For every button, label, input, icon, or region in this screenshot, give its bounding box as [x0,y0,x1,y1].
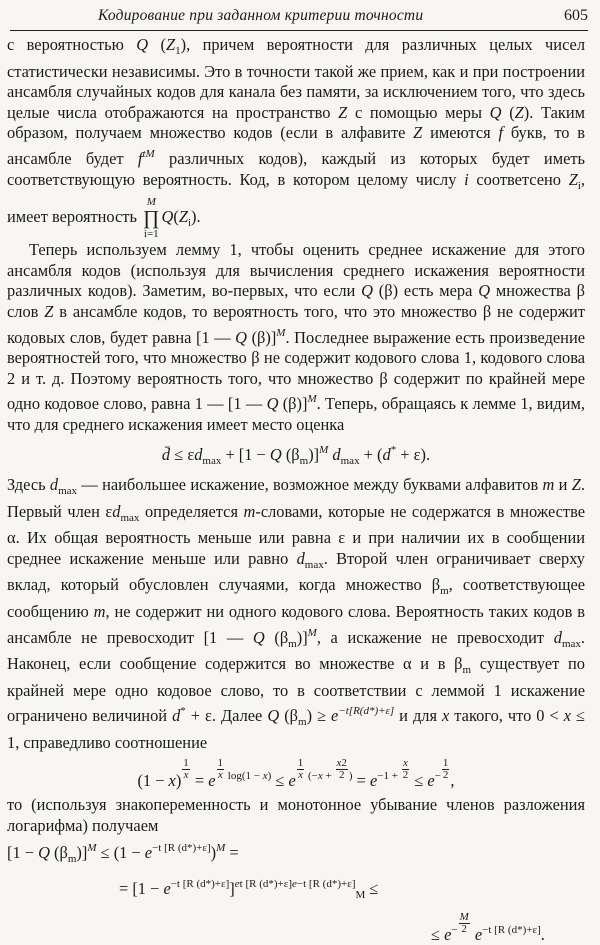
page-body [7,35,585,945]
formula-log-inequality: (1 − x) $\frac{1}{x}$ = e $\frac{1}{x}$ $^{log(1 -}$ $^{x)}$ ≤ e $\frac{1}{x}$ $^{(-x}$ + $\frac{x2}{2}$ $^) = e^{-1 +}$ $\frac{x}{2}$ ≤ e− $\frac{1}{2}$ , [137,756,455,790]
product-operator: M ∏ i=1 [143,196,160,241]
paragraph-2: Теперь используем лемму 1, чтобы оценить среднее искажение для этого ансамбля кодов (используя для вычисления среднего искажения вероятности различных кодов). Заметим, во-первых, что если Q (β) есть мера Q множества β слов Z в ансамбле кодов, то вероятность того, что это множество β не содержит кодовых слов, будет равна [1 — Q (β)]$^M$. Последнее выражение есть произведение вероятностей того, что множество β не содержит кодового слова 1, кодового слова 2 и т. д. Поэтому вероятность того, что множество β содержит по крайней мере одно кодовое слово, равна 1 — [1 — Q (β)]$^M$. Теперь, обращаясь к лемме 1, видим, что для среднего искажения имеет место оценка [7,240,585,434]
running-head: Кодирование при заданном критерии точности [98,7,424,24]
formula-bound-line-1: [1 − Q $(\beta_m)]^M \le (1 - e^{-t [R (d*)+\varepsilon]})^M$ = [7,842,239,866]
formula-bound-line-3: ≤ e− $\frac{M}{2}$ $e^{-t [R (d*)+\varepsilon]}$. [431,910,545,944]
formula-bound-line-2: = $[1 - e^{-t [R (d*)+\varepsilon]}]^{et [R (d*)+\varepsilon]e-t [R (d*)+\varepsilon]}_M$ ≤ [119,878,379,901]
paragraph-4: то (используя знакопеременность и монотонное убывание членов разложения логарифма) получаем [7,795,585,835]
paragraph-3: Здесь $d_{max}$ — наибольшее искажение, возможное между буквами алфавитов m и Z. Первый член $\varepsilon d_{max}$ определяется m-словами, которые не содержатся в множестве α. Их общая вероятность меньше или равна ε и при наличии их в сообщении среднее искажение меньше или равно $d_{max}$. Второй член ограничивает сверху вклад, который обусловлен случаями, когда множество $\beta_m$, соответствующее сообщению m, не содержит ни одного кодового слова. Вероятность таких кодов в ансамбле не превосходит [1 — Q $(\beta_m)]^M$, а искажение не превосходит $d_{max}$. Наконец, если сообщение содержится во множестве α и в $\beta_m$ существует по крайней мере одно кодовое слово, то в соответствии с леммой 1 искажение ограничено величиной d* + ε. Далее Q $(\beta_m) \ge e^{-t[R(d*)+\varepsilon]}$ и для x такого, что 0 < x ≤ 1, справедливо соотношение [7,475,586,753]
formula-distortion-bound: d̄ ≤ $\varepsilon d_{max} + [1 - Q$ $(\beta_m)]^M$ $d_{max} + (d^* + \varepsilon)$. [161,443,431,467]
paragraph-1: с вероятностью Q $(Z_1)$, причем вероятности для различных целых чисел статистически независимы. Это в точности такой же прием, как и при построении ансамбля случайных кодов для канала без памяти, за исключением того, что здесь целые числа отображаются на пространство Z с помощью меры Q (Z). Таким образом, получаем множество кодов (если в алфавите Z имеются f букв, то в ансамбле будет $f^{tM}$ различных кодов), каждый из которых будет иметь соответствующую вероятность. Код, в котором целому числу i соответсено $Z_i$, имеет вероятность M ∏ i=1 $Q(Z_i)$. [7,35,586,241]
page-header [0,0,600,40]
header-rule [10,30,588,31]
page-number: 605 [564,7,588,24]
